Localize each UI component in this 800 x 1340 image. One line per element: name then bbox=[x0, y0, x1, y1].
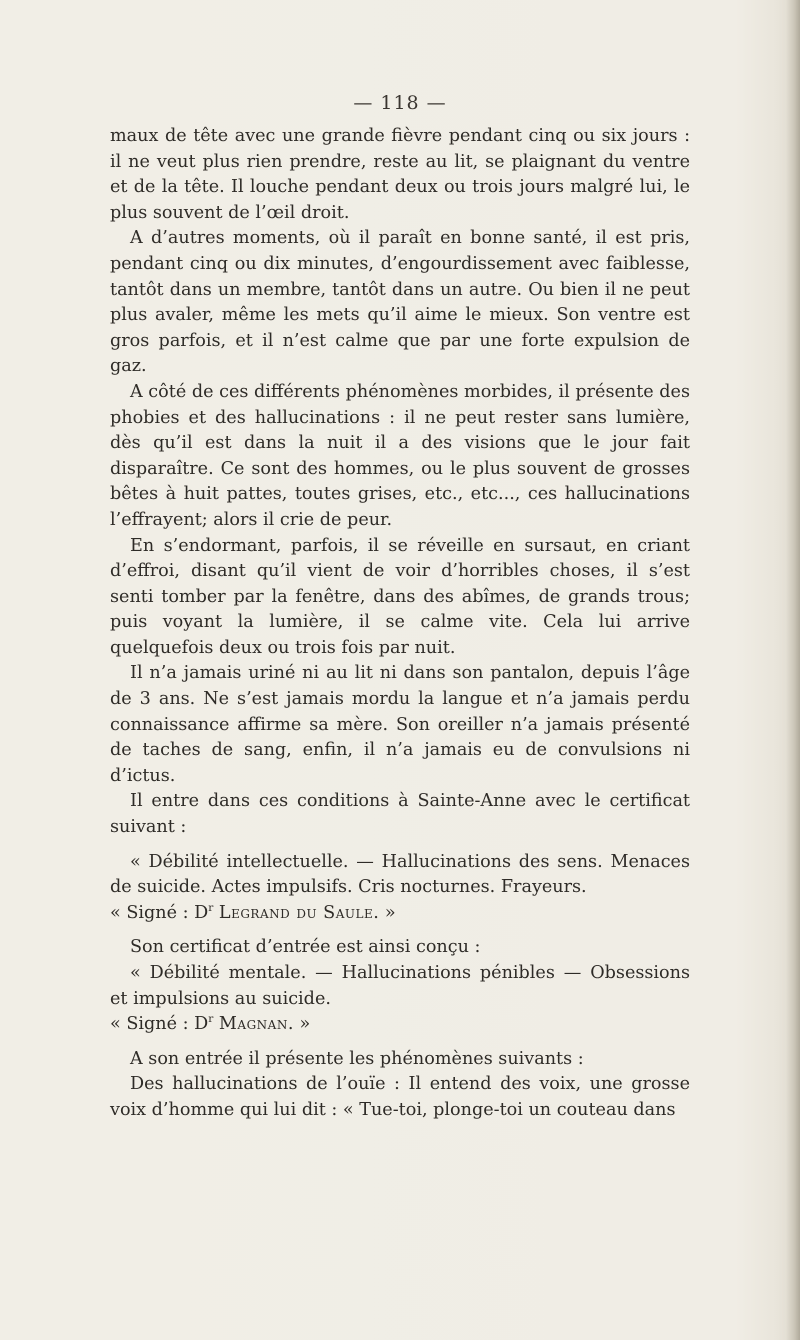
page-edge-shadow bbox=[786, 0, 800, 1340]
paragraph-entry-certificate: Son certificat d’entrée est ainsi conçu : bbox=[130, 937, 481, 958]
paragraph-night-terrors: En s’endormant, parfois, il se réveille en sursaut, en criant d’effroi, disant qu’il vient de voir d’horribles choses, il s’est senti tomber par la fenêtre, dans des abîmes, de grands trous; puis voyant la lumière, il se calme vite. Cela lui arrive quelquefois deux ou trois fois par nuit. bbox=[110, 535, 690, 658]
certificate-2-signature: « Signé : $D^r$ Magnan. » bbox=[110, 1013, 311, 1035]
page-number: — 118 — bbox=[353, 92, 447, 114]
body-text bbox=[110, 124, 690, 1124]
certificate-2-text: « Débilité mentale. — Hallucinations pénibles — Obsessions et impulsions au suicide. bbox=[110, 963, 690, 1009]
paragraph-continuation: maux de tête avec une grande fièvre pendant cinq ou six jours : il ne veut plus rien prendre, reste au lit, se plaignant du ventre et de la tête. Il louche pendant deux ou trois jours malgré lui, le plus souvent de l’œil droit. bbox=[110, 126, 690, 223]
paragraph-phobias: A côté de ces différents phénomènes morbides, il présente des phobies et des hallucinations : il ne peut rester sans lumière, dès qu’il est dans la nuit il a des visions que le jour fait disparaître. Ce sont des hommes, ou le plus souvent de grosses bêtes à huit pattes, toutes grises, etc., etc..., ces hallucinations l’effrayent; alors il crie de peur. bbox=[110, 381, 690, 530]
signatory-name: Legrand du Saule. bbox=[218, 902, 380, 923]
certificate-1-text: « Débilité intellectuelle. — Hallucinations des sens. Menaces de suicide. Actes impulsifs. Cris nocturnes. Frayeurs. bbox=[110, 851, 690, 898]
paragraph-no-seizures: Il n’a jamais uriné ni au lit ni dans son pantalon, depuis l’âge de 3 ans. Ne s’est jamais mordu la langue et n’a jamais perdu connaissance affirme sa mère. Son oreiller n’a jamais présenté de taches de sang, enfin, il n’a jamais eu de convulsions ni d’ictus. bbox=[110, 663, 690, 786]
signatory-name: Magnan. bbox=[218, 1014, 294, 1035]
paragraph-auditory-hallucinations: Des hallucinations de l’ouïe : Il entend des voix, une grosse voix d’homme qui lui dit : « Tue-toi, plonge-toi un couteau dans bbox=[110, 1074, 690, 1120]
paragraph-admission: Il entre dans ces conditions à Sainte-Anne avec le certificat suivant : bbox=[110, 791, 690, 838]
paragraph-numbness: A d’autres moments, où il paraît en bonne santé, il est pris, pendant cinq ou dix minutes, d’engourdissement avec faiblesse, tantôt dans un membre, tantôt dans un autre. Ou bien il ne peut plus avaler, même les mets qu’il aime le mieux. Son ventre est gros parfois, et il n’est calme que par une forte expulsion de gaz. bbox=[110, 228, 690, 377]
paragraph-symptoms-intro: A son entrée il présente les phénomènes suivants : bbox=[130, 1048, 584, 1069]
certificate-1-signature: « Signé : $D^r$ Legrand du Saule. » bbox=[110, 901, 396, 923]
